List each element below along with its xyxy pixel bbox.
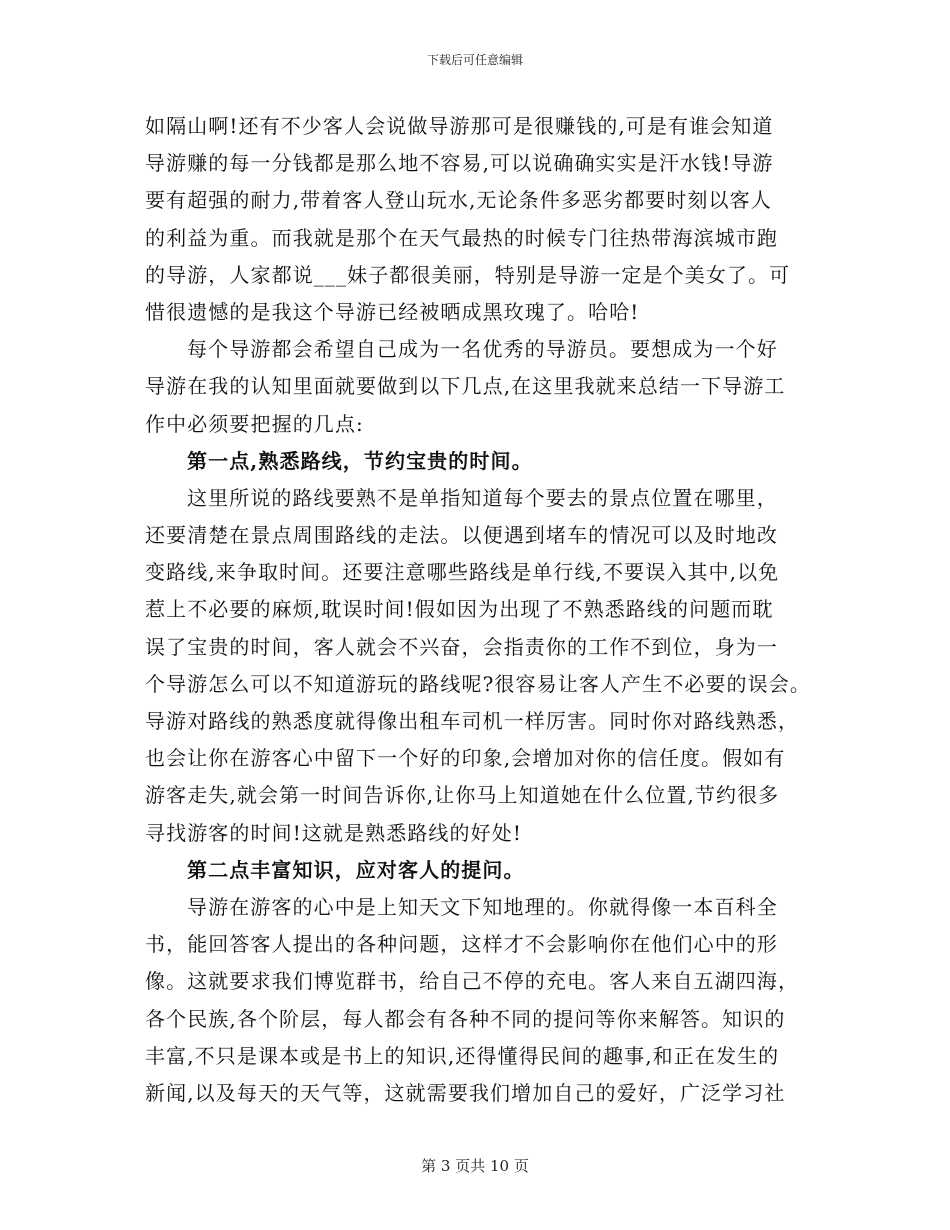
- paragraph-line: 寻找游客的时间!这就是熟悉路线的好处!: [145, 820, 522, 845]
- paragraph-line: 惜很遗憾的是我这个导游已经被晒成黑玫瑰了。哈哈!: [145, 299, 640, 324]
- paragraph-line: 导游对路线的熟悉度就得像出租车司机一样厉害。同时你对路线熟悉，: [145, 709, 800, 733]
- paragraph-line: 游客走失,就会第一时间告诉你,让你马上知道她在什么位置,节约很多: [145, 783, 780, 808]
- paragraph-line: 还要清楚在景点周围路线的走法。以便遇到堵车的情况可以及时地改: [145, 523, 778, 548]
- document-body: [145, 108, 815, 1112]
- paragraph-line: 也会让你在游客心中留下一个好的印象,会增加对你的信任度。假如有: [145, 746, 786, 771]
- paragraph-line: 像。这就要求我们博览群书，给自己不停的充电。客人来自五湖四海，: [145, 969, 800, 994]
- section-heading: 第二点丰富知识，应对客人的提问。: [187, 857, 525, 882]
- paragraph-line: 导游赚的每一分钱都是那么地不容易,可以说确确实实是汗水钱!导游: [145, 151, 774, 176]
- page-header: 下载后可任意编辑: [426, 53, 523, 67]
- paragraph-line: 书，能回答客人提出的各种问题，这样才不会影响你在他们心中的形: [145, 932, 778, 957]
- paragraph-line: 变路线,来争取时间。还要注意哪些路线是单行线,不要误入其中,以免: [145, 560, 780, 585]
- paragraph-line: 的利益为重。而我就是那个在天气最热的时候专门往热带海滨城市跑: [145, 225, 778, 250]
- paragraph-line: 这里所说的路线要熟不是单指知道每个要去的景点位置在哪里，: [187, 485, 778, 510]
- paragraph-line: 各个民族,各个阶层，每人都会有各种不同的提问等你来解答。知识的: [145, 1006, 786, 1031]
- paragraph-line: 每个导游都会希望自己成为一名优秀的导游员。要想成为一个好: [187, 337, 778, 362]
- paragraph-line: 导游在我的认知里面就要做到以下几点,在这里我就来总结一下导游工: [145, 374, 786, 399]
- paragraph-line: 丰富,不只是课本或是书上的知识,还得懂得民间的趣事,和正在发生的: [145, 1043, 780, 1068]
- paragraph-line: 的导游，人家都说___妹子都很美丽，特别是导游一定是个美女了。可: [145, 262, 791, 287]
- paragraph-line: 导游在游客的心中是上知天文下知地理的。你就得像一本百科全: [187, 894, 778, 919]
- paragraph-line: 如隔山啊!还有不少客人会说做导游那可是很赚钱的,可是有谁会知道: [145, 114, 774, 138]
- paragraph-line: 惹上不必要的麻烦,耽误时间!假如因为出现了不熟悉路线的问题而耽: [145, 597, 774, 622]
- page-number: 第 3 页共 10 页: [421, 1157, 529, 1175]
- paragraph-line: 误了宝贵的时间，客人就会不兴奋，会指责你的工作不到位，身为一: [145, 634, 778, 659]
- paragraph-line: 要有超强的耐力,带着客人登山玩水,无论条件多恶劣都要时刻以客人: [145, 188, 772, 213]
- section-heading: 第一点,熟悉路线，节约宝贵的时间。: [187, 448, 533, 473]
- paragraph-line: 作中必须要把握的几点:: [145, 411, 364, 436]
- paragraph-line: 新闻,以及每天的天气等，这就需要我们增加自己的爱好，广泛学习社: [145, 1080, 786, 1105]
- paragraph-line: 个导游怎么可以不知道游玩的路线呢?很容易让客人产生不必要的误会。: [145, 671, 811, 696]
